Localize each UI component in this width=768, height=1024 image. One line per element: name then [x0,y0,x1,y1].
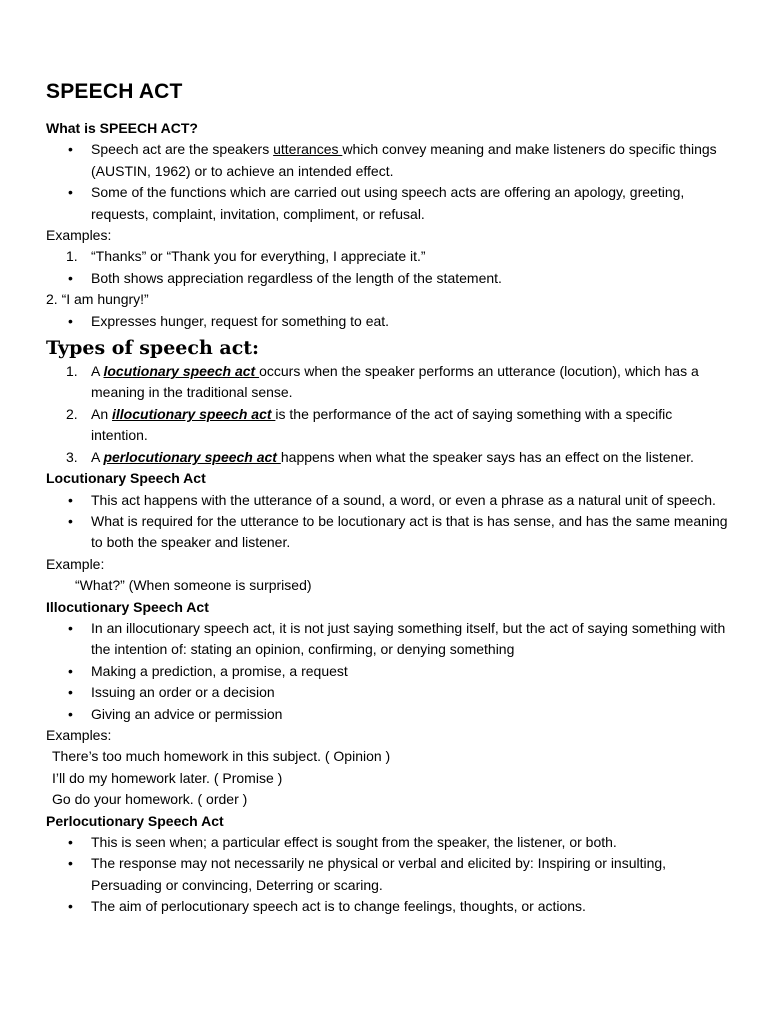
bullet-icon: • [68,898,73,915]
what-is-heading: What is SPEECH ACT? [46,120,198,136]
bullet-icon: • [68,834,73,850]
bullet-icon: • [68,662,73,679]
list-item: • Speech act are the speakers utterances which convey meaning and make listeners do specific things (AUSTIN, 1962) or to achieve an intended effect. [68,141,717,179]
bullet-icon: • [68,855,73,872]
list-item: • Issuing an order or a decision [46,682,728,703]
bullet-icon: • [68,184,73,201]
bullet-icon: • [68,705,73,722]
perlocutionary-list [46,832,728,918]
list-item: • Some of the functions which are carried out using speech acts are offering an apology, greeting, requests, complaint, invitation, compliment, or refusal. [68,184,685,222]
list-item: 2. An illocutionary speech act is the performance of the act of saying something with a specific intention. [66,405,673,444]
list-number: 1. [66,363,78,380]
list-item: • Giving an advice or permission [46,704,728,725]
list-item: • In an illocutionary speech act, it is not just saying something itself, but the act of saying something with the intention of: stating an opinion, confirming, or denying something [68,619,726,658]
bullet-icon: • [68,619,73,636]
list-item: • Both shows appreciation regardless of the length of the statement. [46,268,728,289]
term-illocutionary: illocutionary speech act [112,405,276,422]
types-list [46,361,728,468]
illocutionary-list [46,618,728,725]
list-item: • The aim of perlocutionary speech act is to change feelings, thoughts, or actions. [46,896,728,917]
list-number: 1. [66,248,78,265]
list-number: 3. [66,448,78,465]
term-locutionary: locutionary speech act [103,363,260,380]
illocutionary-example-2: I’ll do my homework later. ( Promise ) [52,769,283,786]
term-perlocutionary: perlocutionary speech act [103,448,281,465]
illocutionary-example-1: There’s too much homework in this subject. ( Opinion ) [52,748,391,765]
list-item: • This act happens with the utterance of a sound, a word, or even a phrase as a natural unit of speech. [46,490,728,511]
list-item: • Making a prediction, a promise, a request [46,661,728,682]
page-title: SPEECH ACT [46,80,183,103]
locutionary-heading: Locutionary Speech Act [46,470,206,487]
what-is-list [46,139,728,225]
perlocutionary-heading: Perlocutionary Speech Act [46,812,224,829]
bullet-icon: • [68,141,73,158]
bullet-icon: • [68,491,73,508]
types-heading: Types of speech act: [46,337,260,360]
list-item: • What is required for the utterance to be locutionary act is that is has sense, and has the same meaning to both the speaker and listener. [68,512,728,551]
bullet-icon: • [68,512,73,529]
illocutionary-example-3: Go do your homework. ( order ) [52,791,248,808]
bullet-icon: • [68,312,73,329]
examples-label: Examples: [46,227,112,244]
list-item: • This is seen when; a particular effect is sought from the speaker, the listener, or both. [46,832,728,853]
list-number: 2. [66,405,78,422]
utterances-underlined: utterances [273,141,343,158]
locutionary-example-label: Example: [46,555,105,572]
locutionary-list [46,490,728,554]
list-item: 3. A perlocutionary speech act happens when what the speaker says has an effect on the listener. [46,447,728,468]
locutionary-example: “What?” (When someone is surprised) [75,577,312,594]
example-2-list [46,311,728,332]
list-item: 1. A locutionary speech act occurs when the speaker performs an utterance (locution), which has a meaning in the traditional sense. [66,363,699,401]
bullet-icon: • [68,684,73,701]
example-2: 2. “I am hungry!” [46,291,149,308]
illocutionary-examples-label: Examples: [46,726,112,743]
bullet-icon: • [68,269,73,286]
list-item: • Expresses hunger, request for something to eat. [46,311,728,332]
list-item: 1. “Thanks” or “Thank you for everything, I appreciate it.” [46,246,728,267]
illocutionary-heading: Illocutionary Speech Act [46,598,209,615]
examples-list [46,246,728,289]
list-item: • The response may not necessarily ne physical or verbal and elicited by: Inspiring or insulting, Persuading or convincing, Deterring or scaring. [68,855,667,893]
